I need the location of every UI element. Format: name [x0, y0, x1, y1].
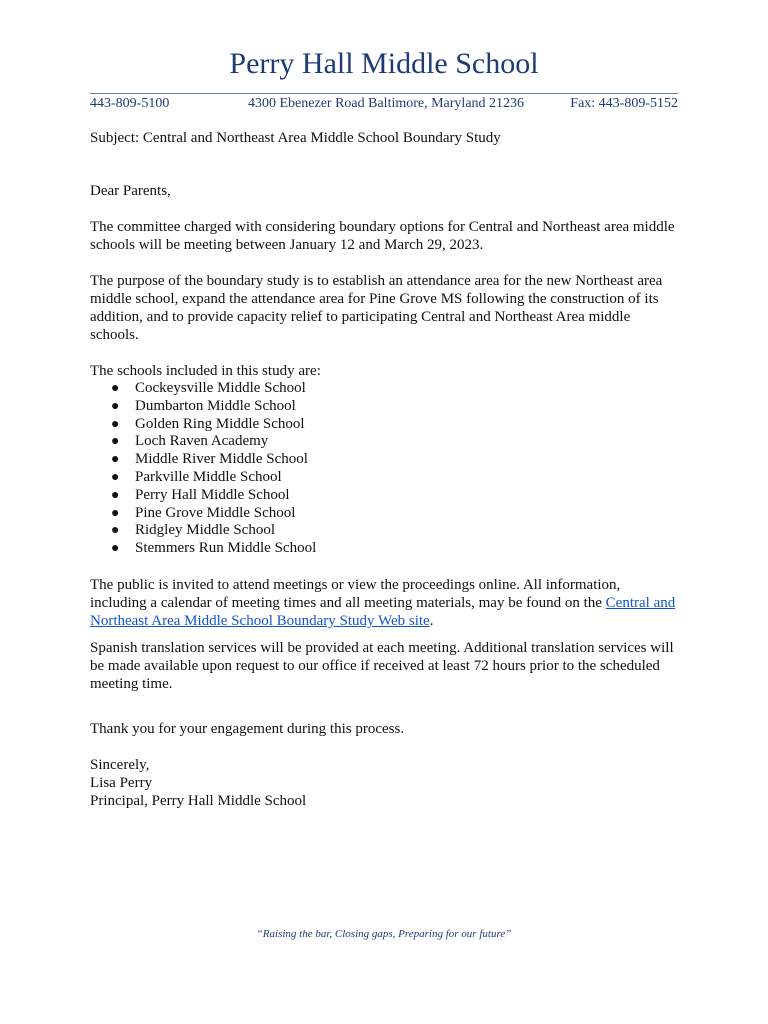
bullet-icon: ●: [111, 541, 120, 557]
list-item: [90, 380, 680, 398]
bullet-icon: ●: [111, 416, 120, 432]
bullet-icon: ●: [111, 523, 120, 539]
list-item: [90, 469, 680, 487]
school-name: Middle River Middle School: [135, 451, 308, 468]
bullet-icon: ●: [111, 381, 120, 396]
public-info-period: .: [429, 612, 434, 629]
salutation: Dear Parents,: [90, 183, 171, 199]
bullet-icon: ●: [111, 398, 120, 414]
school-name: Cockeysville Middle School: [135, 380, 306, 396]
subject-line: Subject: Central and Northeast Area Middle School Boundary Study: [90, 130, 501, 146]
letter-body: [90, 129, 680, 810]
signer-name: Lisa Perry: [90, 774, 153, 791]
list-item: [90, 540, 680, 558]
paragraph-public-info: [90, 576, 680, 630]
footer-motto: “Raising the bar, Closing gaps, Preparing for our future”: [256, 928, 512, 940]
schools-list: [90, 380, 680, 558]
school-name: Loch Raven Academy: [135, 433, 269, 450]
public-info-text: The public is invited to attend meetings or view the proceedings online. All information, including a calendar of meeting times and all meeting materials, may be found on the: [90, 576, 621, 611]
bullet-icon: ●: [111, 452, 120, 468]
school-name: Dumbarton Middle School: [135, 397, 296, 414]
school-name-heading: Perry Hall Middle School: [229, 47, 539, 80]
paragraph-purpose: The purpose of the boundary study is to establish an attendance area for the new Northeast area middle school, expand the attendance area for Pine Grove MS following the construction of its addition, and to provide capacity relief to participating Central and Northeast Area middle schools.: [90, 273, 663, 343]
boundary-study-link[interactable]: Central and Northeast Area Middle School Boundary Study Web site: [90, 594, 676, 629]
header-divider: [90, 93, 678, 94]
school-name: Parkville Middle School: [135, 468, 282, 485]
closing: Sincerely,: [90, 756, 150, 773]
list-item: [90, 398, 680, 416]
bullet-icon: ●: [111, 505, 120, 521]
phone-number: 443-809-5100: [90, 96, 170, 111]
fax-number: Fax: 443-809-5152: [570, 96, 678, 111]
schools-intro: The schools included in this study are:: [90, 363, 321, 379]
bullet-icon: ●: [111, 487, 120, 503]
bullet-icon: ●: [111, 434, 120, 450]
list-item: [90, 451, 680, 469]
signer-title: Principal, Perry Hall Middle School: [90, 792, 307, 809]
list-item: [90, 487, 680, 505]
list-item: [90, 522, 680, 540]
list-item: [90, 416, 680, 434]
school-name: Golden Ring Middle School: [135, 415, 305, 432]
school-name: Perry Hall Middle School: [135, 486, 290, 503]
list-item: [90, 433, 680, 451]
school-name: Ridgley Middle School: [135, 522, 275, 539]
paragraph-meeting-dates: The committee charged with considering boundary options for Central and Northeast area middle schools will be meeting between January 12 and March 29, 2023.: [90, 219, 675, 253]
bullet-icon: ●: [111, 469, 120, 485]
contact-line: [90, 95, 678, 113]
school-address: 4300 Ebenezer Road Baltimore, Maryland 21236: [248, 96, 525, 111]
thank-you-line: Thank you for your engagement during this process.: [90, 720, 405, 737]
school-name: Stemmers Run Middle School: [135, 540, 317, 557]
paragraph-translation: Spanish translation services will be provided at each meeting. Additional translation services will be made available upon request to our office if received at least 72 hours prior to the scheduled meeting time.: [90, 639, 674, 692]
school-name: Pine Grove Middle School: [135, 504, 296, 521]
list-item: [90, 505, 680, 523]
